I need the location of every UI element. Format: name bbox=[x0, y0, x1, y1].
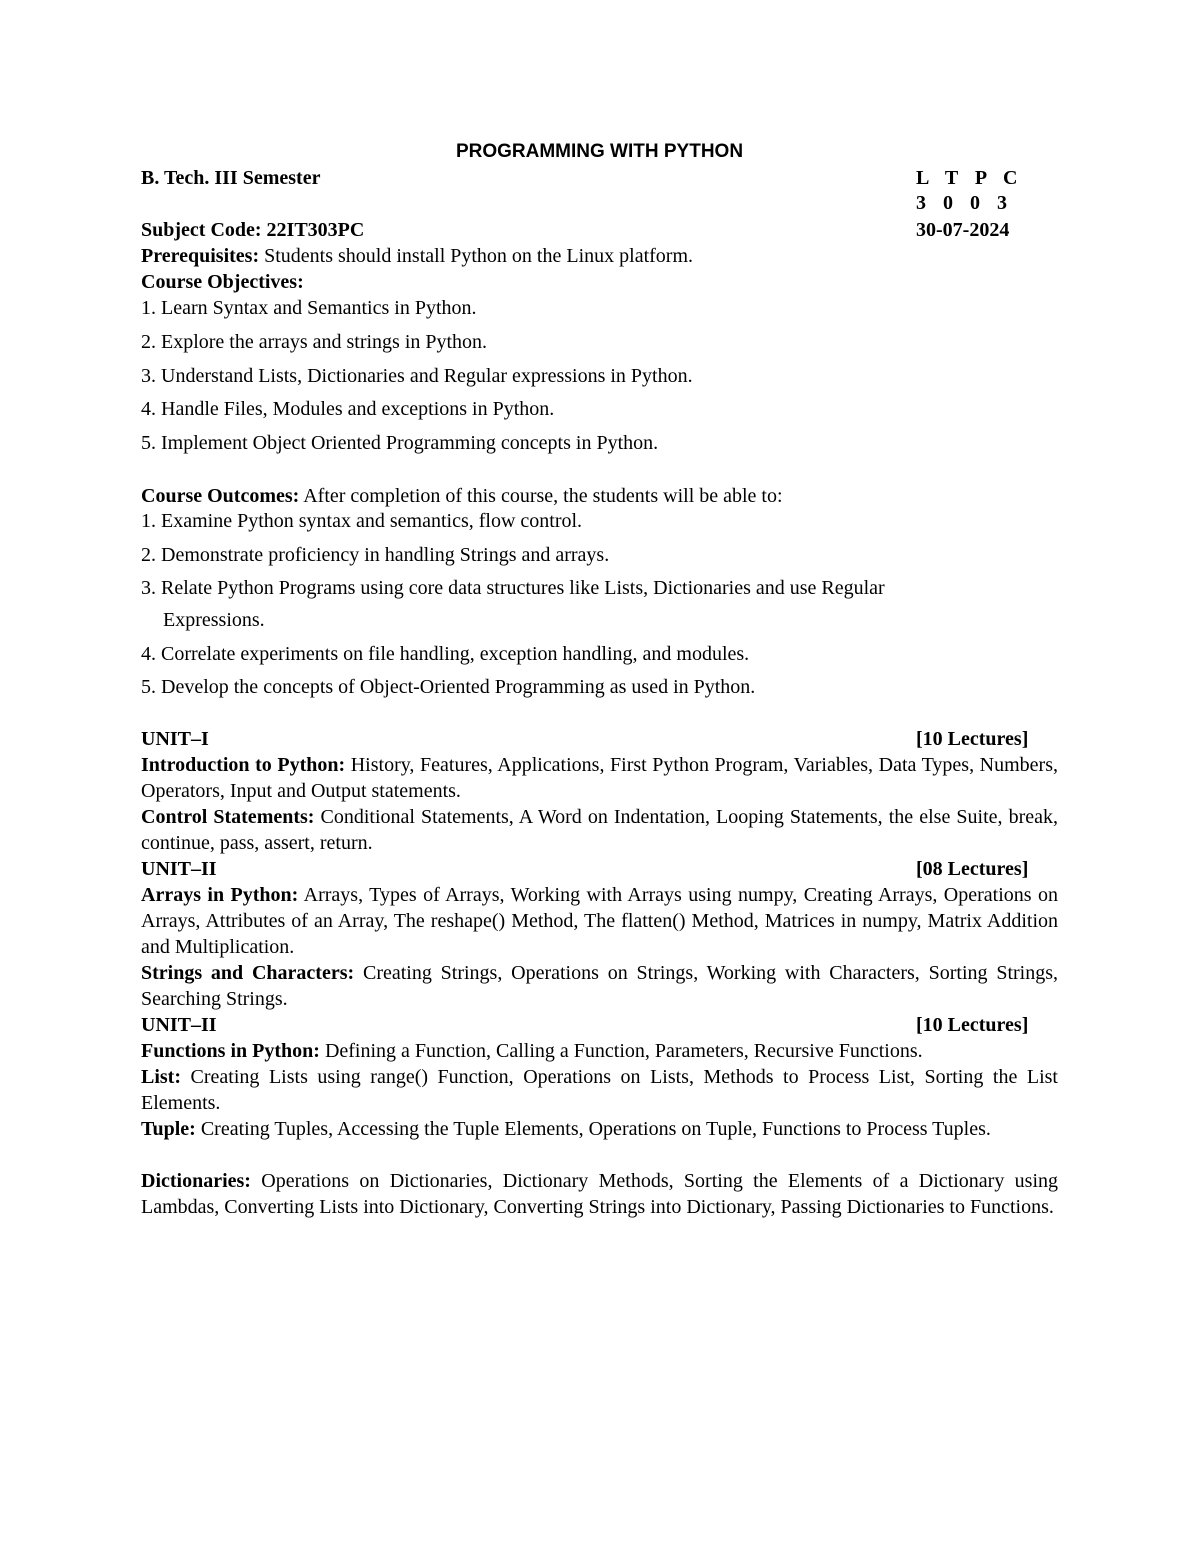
unit-topic bbox=[141, 752, 1058, 804]
unit-lectures: [10 Lectures] bbox=[916, 1014, 1029, 1036]
topic-text: Defining a Function, Calling a Function, Parameters, Recursive Functions. bbox=[319, 1040, 923, 1062]
prerequisites bbox=[141, 244, 693, 268]
unit-name: UNIT–II bbox=[141, 1014, 217, 1036]
objective-item: 5. Implement Object Oriented Programming concepts in Python. bbox=[141, 432, 659, 454]
outcomes-intro bbox=[141, 484, 783, 508]
unit-topic bbox=[141, 1064, 1058, 1116]
unit-topic bbox=[141, 1168, 1058, 1220]
outcome-item: 3. Relate Python Programs using core data structures like Lists, Dictionaries and use Regular bbox=[141, 577, 885, 599]
objectives-heading: Course Objectives: bbox=[141, 271, 304, 293]
topic-text: Conditional Statements, A Word on Indentation, Looping Statements, the else Suite, break, continue, pass, assert, return. bbox=[141, 806, 1058, 854]
topic-label: Dictionaries: bbox=[141, 1170, 251, 1192]
subject-code: Subject Code: 22IT303PC bbox=[141, 219, 365, 241]
unit-lectures: [10 Lectures] bbox=[916, 728, 1029, 750]
unit-topic bbox=[141, 882, 1058, 960]
topic-label: Strings and Characters: bbox=[141, 962, 355, 984]
topic-label: Control Statements: bbox=[141, 806, 315, 828]
outcomes-heading: Course Outcomes: bbox=[141, 485, 300, 507]
objective-item: 2. Explore the arrays and strings in Python. bbox=[141, 331, 488, 353]
topic-text: Operations on Dictionaries, Dictionary Methods, Sorting the Elements of a Dictionary using Lambdas, Converting Lists into Dictionary, Converting Strings into Dictionary, Passing Dictionaries to Functions. bbox=[141, 1170, 1058, 1218]
prerequisites-label: Prerequisites: bbox=[141, 245, 260, 267]
unit-name: UNIT–I bbox=[141, 728, 209, 750]
ltpc-label: L T P C bbox=[916, 167, 1024, 189]
objective-item: 1. Learn Syntax and Semantics in Python. bbox=[141, 297, 477, 319]
unit-topic bbox=[141, 1116, 1058, 1142]
unit-topic bbox=[141, 1038, 1058, 1064]
semester-label: B. Tech. III Semester bbox=[141, 167, 321, 189]
topic-text: Creating Lists using range() Function, Operations on Lists, Methods to Process List, Sorting the List Elements. bbox=[141, 1066, 1058, 1114]
topic-label: Functions in Python: bbox=[141, 1040, 320, 1062]
unit-topic bbox=[141, 804, 1058, 856]
topic-label: List: bbox=[141, 1066, 181, 1088]
outcome-item: 1. Examine Python syntax and semantics, flow control. bbox=[141, 510, 583, 532]
topic-text: Creating Tuples, Accessing the Tuple Elements, Operations on Tuple, Functions to Process Tuples. bbox=[195, 1118, 991, 1140]
unit-lectures: [08 Lectures] bbox=[916, 858, 1029, 880]
topic-text: Arrays, Types of Arrays, Working with Arrays using numpy, Creating Arrays, Operations on Arrays, Attributes of an Array, The reshape() Method, The flatten() Method, Matrices in numpy, Matrix Addition and Multiplication. bbox=[141, 884, 1058, 958]
objective-item: 4. Handle Files, Modules and exceptions in Python. bbox=[141, 398, 555, 420]
outcome-item: 5. Develop the concepts of Object-Oriented Programming as used in Python. bbox=[141, 676, 756, 698]
topic-label: Introduction to Python: bbox=[141, 754, 346, 776]
ltpc-values: 3 0 0 3 bbox=[916, 192, 1013, 214]
unit-heading bbox=[141, 1013, 1058, 1037]
outcome-item-continued: Expressions. bbox=[163, 609, 265, 631]
topic-text: History, Features, Applications, First Python Program, Variables, Data Types, Numbers, Operators, Input and Output statements. bbox=[141, 754, 1058, 802]
page-title: PROGRAMMING WITH PYTHON bbox=[455, 141, 744, 162]
outcome-item: 2. Demonstrate proficiency in handling Strings and arrays. bbox=[141, 544, 610, 566]
unit-heading bbox=[141, 857, 1058, 881]
objective-item: 3. Understand Lists, Dictionaries and Regular expressions in Python. bbox=[141, 365, 693, 387]
topic-label: Arrays in Python: bbox=[141, 884, 299, 906]
topic-label: Tuple: bbox=[141, 1118, 196, 1140]
topic-text: Creating Strings, Operations on Strings, Working with Characters, Sorting Strings, Searching Strings. bbox=[141, 962, 1058, 1010]
document-date: 30-07-2024 bbox=[916, 219, 1010, 241]
outcomes-intro-text: After completion of this course, the students will be able to: bbox=[299, 485, 783, 507]
outcome-item: 4. Correlate experiments on file handling, exception handling, and modules. bbox=[141, 643, 750, 665]
unit-topic bbox=[141, 960, 1058, 1012]
unit-name: UNIT–II bbox=[141, 858, 217, 880]
prerequisites-text: Students should install Python on the Linux platform. bbox=[259, 245, 694, 267]
unit-heading bbox=[141, 727, 1058, 751]
